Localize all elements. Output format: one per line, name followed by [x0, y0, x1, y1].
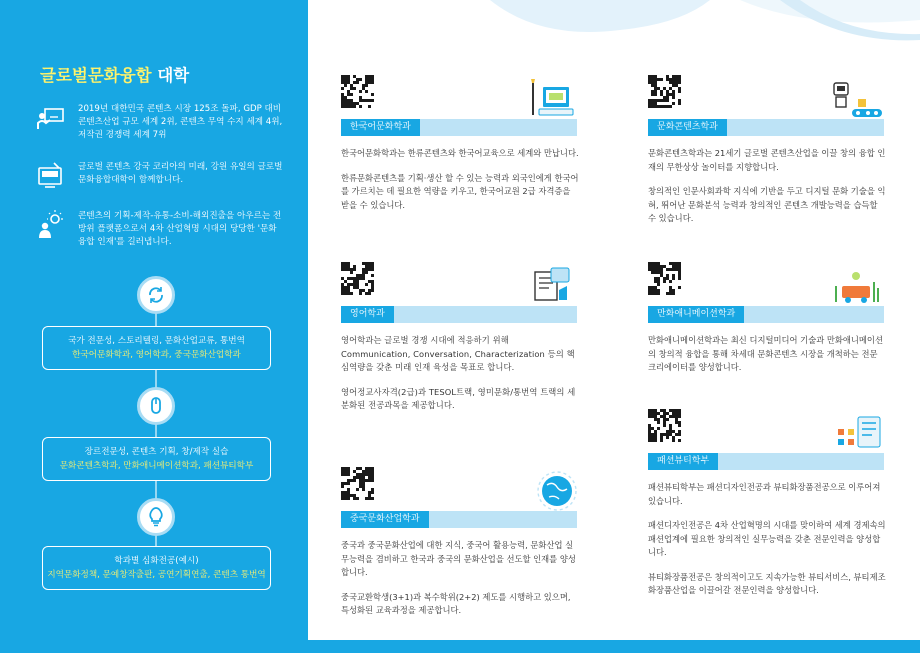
section-label: 문화콘텐츠학과 — [648, 119, 727, 136]
section-bar — [648, 306, 884, 323]
section-desc: 중국과 중국문화산업에 대한 지식, 중국어 활용능력, 문화산업 실무능력을 겸비하고 한국과 중국의 문화산업을 선도할 인재를 양성합니다. 중국교환학생(3+1)과 복수학위(2+2) 제도를 시행하고 있으며, 특성화된 교육과정을 제공합니다. — [341, 540, 576, 615]
step-box-3: 학과별 심화전공(예시) 지역문화정책, 문예창작출판, 공연기획연출, 콘텐츠 통번역 — [42, 546, 271, 590]
idea-person-icon — [36, 210, 66, 240]
section-label: 패션뷰티학부 — [648, 453, 718, 470]
step-icon-circle — [137, 387, 175, 425]
mouse-icon — [146, 396, 166, 416]
classroom-icon — [36, 103, 66, 133]
section-label: 중국문화산업학과 — [341, 511, 429, 528]
left-panel — [0, 0, 308, 653]
section-label: 한국어문화학과 — [341, 119, 420, 136]
feature-text: 2019년 대한민국 콘텐츠 시장 125조 돌파, GDP 대비 콘텐츠산업 규모 세계 2위, 콘텐츠 무역 수지 세계 4위, 저작권 경쟁력 세계 7위 — [78, 104, 283, 140]
lightbulb-icon — [146, 507, 166, 527]
section-bar — [341, 511, 577, 528]
section-desc: 영어학과는 글로벌 경쟁 시대에 적응하기 위해 Communication, Conversation, Characterization 등의 핵심역량을 갖춘 미래 인재 육성을 목표로 합니다. 영어정교사자격(2급)과 TESOL트랙, 영미문화/통번역 트랙의 세분화된 전공과목을 제공합니다. — [341, 335, 576, 410]
fashion-dashboard-icon — [828, 409, 884, 453]
section-desc: 만화애니메이션학과는 최신 디지털미디어 기술과 만화애니메이션의 창의적 융합을 통해 차세대 문화콘텐츠 시장을 개척하는 전문 크리에이터를 양성합니다. — [648, 335, 883, 372]
writing-monitor-icon — [521, 75, 577, 119]
feature-text: 글로벌 콘텐츠 강국 코리아의 미래, 강원 유일의 글로벌문화융합대학이 함께합니다. — [78, 162, 283, 185]
document-icon — [521, 262, 577, 306]
step-icon-circle — [137, 276, 175, 314]
qr-code-icon[interactable] — [341, 467, 374, 500]
section-desc: 문화콘텐츠학과는 21세기 글로벌 콘텐츠산업을 이끌 창의 융합 인재의 무한상상 놀이터를 지향합니다. 창의적인 인문사회과학 지식에 기반을 두고 디지털 문화 기술을 익혀, 뛰어난 문화분석 능력과 창의적인 콘텐츠 개발능력을 습득할 수 있습니다. — [648, 148, 886, 223]
section-label: 영어학과 — [341, 306, 394, 323]
section-bar — [341, 119, 577, 136]
qr-code-icon[interactable] — [648, 262, 681, 295]
monitor-icon — [36, 161, 66, 191]
section-bar — [648, 119, 884, 136]
section-bar — [341, 306, 577, 323]
step-box-1: 국가 전문성, 스토리텔링, 문화산업교류, 통번역 한국어문화학과, 영어학과, 중국문화산업학과 — [42, 326, 271, 370]
qr-code-icon[interactable] — [341, 75, 374, 108]
globe-icon — [521, 467, 577, 511]
section-desc: 패션뷰티학부는 패션디자인전공과 뷰티화장품전공으로 이루어져 있습니다. 패션디자인전공은 4차 산업혁명의 시대를 맞이하여 세계 경제속의 패션업계에 필요한 창의적인 실무능력을 갖춘 전문인력을 양성합니다. 뷰티화장품전공은 창의적이고도 지속가능한 뷰티서비스, 뷰티제조 화장품산업을 이끌어갈 전문인력을 양성합니다. — [648, 482, 886, 595]
animation-studio-icon — [828, 262, 884, 306]
step-icon-circle — [137, 498, 175, 536]
qr-code-icon[interactable] — [648, 409, 681, 442]
section-desc: 한국어문화학과는 한류콘텐츠와 한국어교육으로 세계와 만납니다. 한류문화콘텐츠를 기획·생산 할 수 있는 능력과 외국인에게 한국어를 가르치는 데 필요한 역량을 키우고, 한국어교원 2급 자격증을 받을 수 있습니다. — [341, 148, 579, 210]
step-box-2: 장르전문성, 콘텐츠 기획, 창/제작 실습 문화콘텐츠학과, 만화애니메이션학과, 패션뷰티학부 — [42, 437, 271, 481]
qr-code-icon[interactable] — [341, 262, 374, 295]
college-title: 글로벌문화융합 대학 — [40, 66, 190, 85]
bottom-strip — [308, 640, 920, 653]
section-bar — [648, 453, 884, 470]
refresh-icon — [146, 285, 166, 305]
decorative-swoosh — [480, 0, 920, 50]
section-label: 만화애니메이션학과 — [648, 306, 744, 323]
robot-icon — [828, 75, 884, 119]
qr-code-icon[interactable] — [648, 75, 681, 108]
feature-text: 콘텐츠의 기획-제작-유통-소비-해외진출을 아우르는 전방위 플랫폼으로서 4차 산업혁명 시대의 당당한 '문화융합 인재'를 길러냅니다. — [78, 211, 282, 247]
